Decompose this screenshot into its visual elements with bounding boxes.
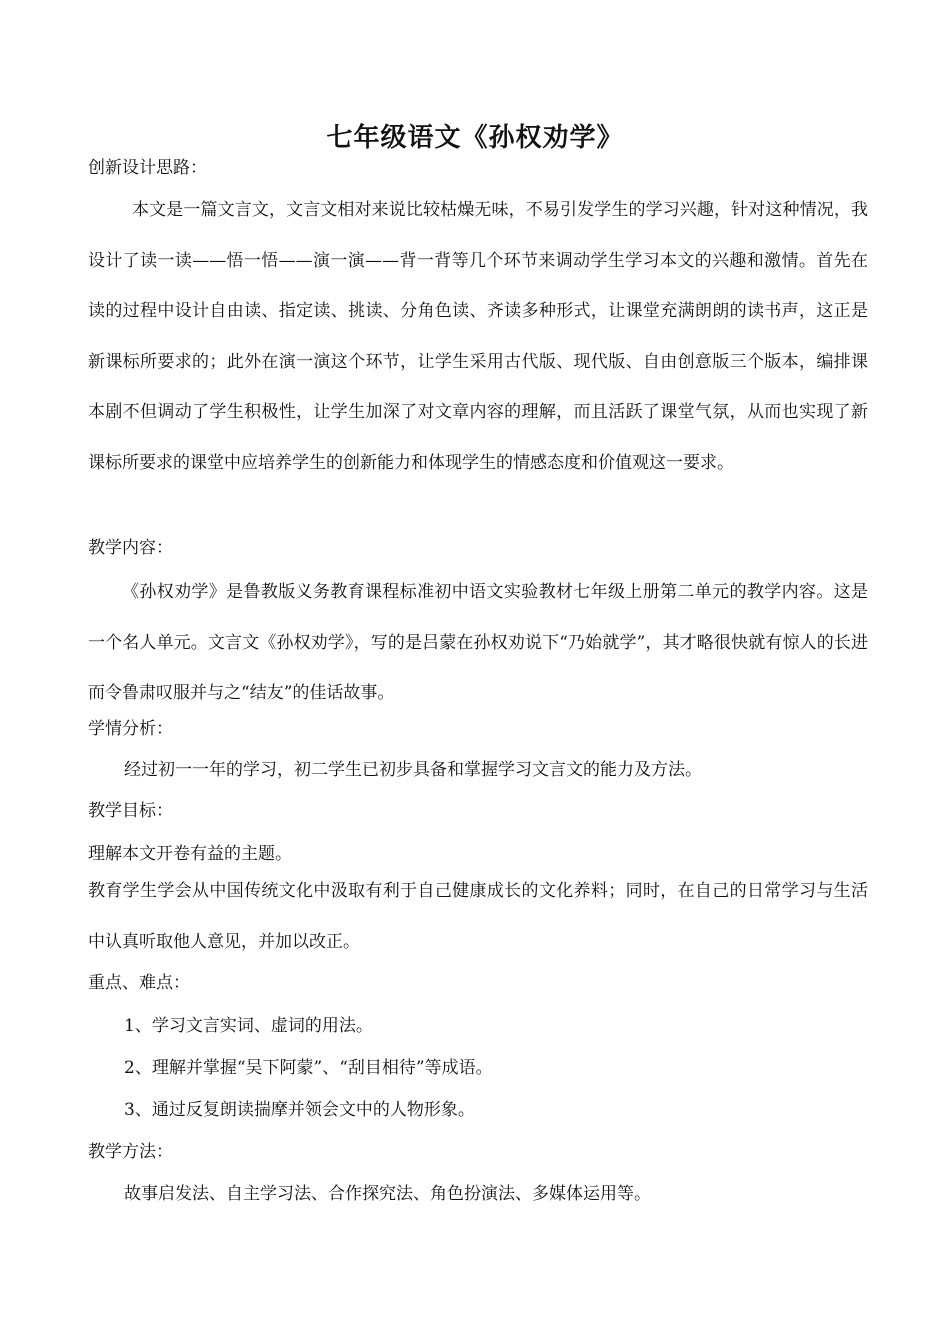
content-paragraph: 《孙权劝学》是鲁教版义务教育课程标准初中语文实验教材七年级上册第二单元的教学内容。这是一个名人单元。文言文《孙权劝学》，写的是吕蒙在孙权劝说下“乃始就学”，其才略很快就有惊人的长进而令鲁肃叹服并与之“结友”的佳话故事。 xyxy=(88,582,868,703)
methods-paragraph: 故事启发法、自主学习法、合作探究法、角色扮演法、多媒体运用等。 xyxy=(124,1184,651,1204)
content-heading: 教学内容： xyxy=(88,538,173,558)
key-point-item: 3、通过反复朗读揣摩并领会文中的人物形象。 xyxy=(124,1100,475,1120)
goal-item: 理解本文开卷有益的主题。 xyxy=(88,844,292,864)
goal-item: 教育学生学会从中国传统文化中汲取有利于自己健康成长的文化养料；同时，在自己的日常学习与生活中认真听取他人意见，并加以改正。 xyxy=(88,881,868,952)
design-heading: 创新设计思路： xyxy=(88,158,207,178)
key-point-item: 2、理解并掌握“吴下阿蒙”、“刮目相待”等成语。 xyxy=(124,1058,493,1078)
goals-heading: 教学目标： xyxy=(88,801,173,821)
analysis-paragraph: 经过初一一年的学习，初二学生已初步具备和掌握学习文言文的能力及方法。 xyxy=(124,760,702,780)
design-paragraph: 本文是一篇文言文，文言文相对来说比较枯燥无味，不易引发学生的学习兴趣，针对这种情况，我设计了读一读——悟一悟——演一演——背一背等几个环节来调动学生学习本文的兴趣和激情。首先在读的过程中设计自由读、指定读、挑读、分角色读、齐读多种形式，让课堂充满朗朗的读书声，这正是新课标所要求的；此外在演一演这个环节，让学生采用古代版、现代版、自由创意版三个版本，编排课本剧不但调动了学生积极性，让学生加深了对文章内容的理解，而且活跃了课堂气氛，从而也实现了新课标所要求的课堂中应培养学生的创新能力和体现学生的情感态度和价值观这一要求。 xyxy=(88,200,868,473)
key-heading: 重点、难点： xyxy=(88,973,190,993)
key-point-item: 1、学习文言实词、虚词的用法。 xyxy=(124,1016,373,1036)
analysis-heading: 学情分析： xyxy=(88,719,173,739)
methods-heading: 教学方法： xyxy=(88,1142,173,1162)
document-title: 七年级语文《孙权劝学》 xyxy=(326,123,624,153)
